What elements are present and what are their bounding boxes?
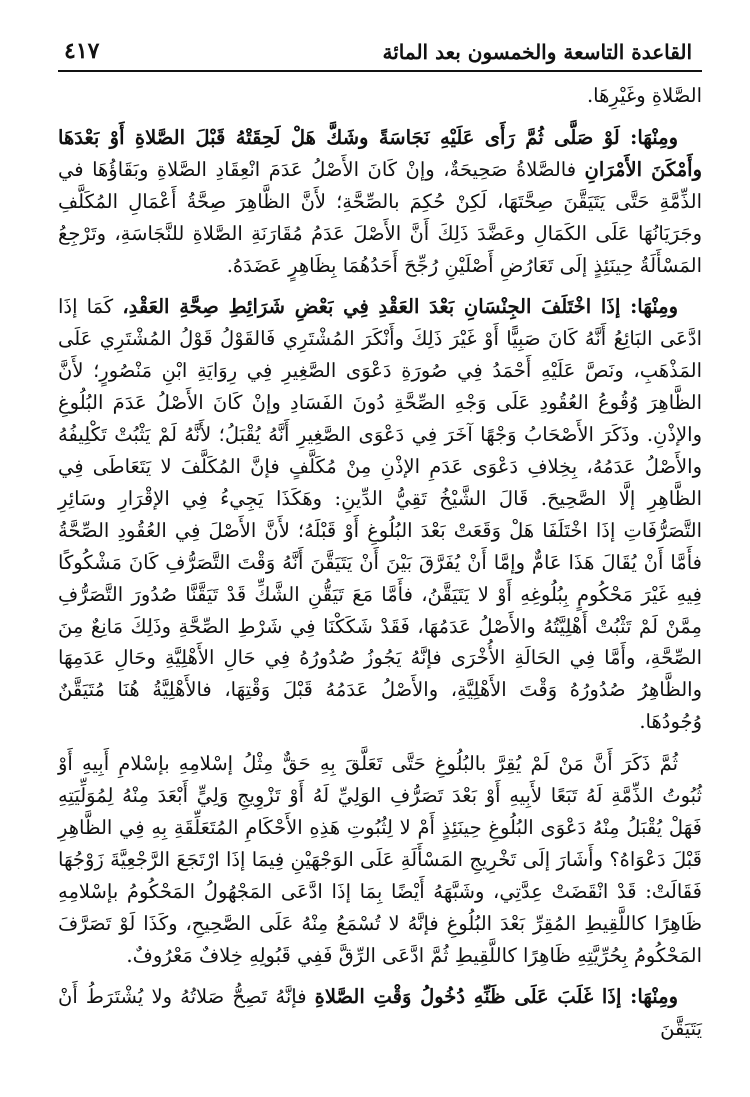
paragraph-text: كَمَا إذَا ادَّعَى البَائِعُ أَنَّهُ كَانَ صَبِيًّا أَوْ غَيْرَ ذَلِكَ وأَنْكَرَ المُشْتَرِي فَالقَوْلُ قَوْلُ المُشْتَرِي عَلَى المَذْهَبِ، ونَصَّ عَلَيْهِ أَحْمَدُ فِي صُورَةِ دَعْوَى الصَّغِيرِ فِي رِوَايَةِ ابْنِ مَنْصُورٍ؛ لأَنَّ الظَّاهِرَ وُقُوعُ العُقُودِ عَلَى وَجْهِ الصِّحَّةِ دُونَ الفَسَادِ وإنْ كَانَ الأَصْلُ عَدَمَ البُلُوغِ والإذْنِ. وذَكَرَ الأَصْحَابُ وَجْهًا آخَرَ فِي دَعْوَى الصَّغِيرِ أَنَّهُ يُقْبَلُ؛ لأَنَّهُ لَمْ يَثْبُتْ تَكْلِيفُهُ والأَصْلُ عَدَمُهُ، بِخِلافِ دَعْوَى عَدَمِ الإذْنِ مِنْ مُكَلَّفٍ فإنَّ المُكَلَّفَ لا يَتَعَاطَى فِي الظَّاهِرِ إلَّا الصَّحِيحَ. قَالَ الشَّيْخُ تَقِيُّ الدِّينِ: وهَكَذَا يَجِيءُ فِي الإقْرَارِ وسَائِرِ التَّصَرُّفَاتِ إذَا اخْتَلَفَا هَلْ وَقَعَتْ بَعْدَ البُلُوغِ أَوْ قَبْلَهُ؛ لأَنَّ الأَصْلَ فِي العُقُودِ الصِّحَّةُ فأَمَّا أَنْ يُقَالَ هَذَا عَامٌّ وإمَّا أَنْ يُفَرَّقَ بَيْنَ أَنْ يَتَيَقَّنَ أَنَّهُ وَقْتَ التَّصَرُّفِ كَانَ مَشْكُوكًا فِيهِ غَيْرَ مَحْكُومٍ بِبُلُوغِهِ أَوْ لا يَتَيَقَّنُ، فأَمَّا مَعَ تَيَقُّنِ الشَّكِّ قَدْ تَيَقَّنَّا صُدُورَ التَّصَرُّفِ مِمَّنْ لَمْ تَثْبُتْ أَهْلِيَّتُهُ والأَصْلُ عَدَمُهَا، فَقَدْ شَكَكْنَا فِي شَرْطِ الصِّحَّةِ وذَلِكَ مَانِعٌ مِنَ الصِّحَّةِ، وأَمَّا فِي الحَالَةِ الأُخْرَى فإنَّهُ يَجُوزُ صُدُورُهُ فِي حَالِ الأَهْلِيَّةِ وحَالِ عَدَمِهَا والظَّاهِرُ صُدُورُهُ وَقْتَ الأَهْلِيَّةِ، والأَصْلُ عَدَمُهُ قَبْلَ وَقْتِهَا، فالأَهْلِيَّةُ هُنَا مُتَيَقَّنٌ وُجُودُهَا. — [58, 295, 702, 734]
page-header — [58, 30, 702, 72]
paragraph-lead: ومِنْهَا: — [621, 985, 678, 1009]
paragraph-lead: ومِنْهَا: — [620, 295, 678, 319]
paragraph-gap — [58, 112, 702, 122]
paragraph-gap — [58, 971, 702, 981]
paragraph-text: فالصَّلاةُ صَحِيحَةٌ، وإنْ كَانَ الأَصْلُ عَدَمَ انْعِقَادِ الصَّلاةِ وبَقَاؤُهَا في الذِّمَّةِ حَتَّى يَتَيَقَّنَ صِحَّتَهَا، لَكِنْ حُكِمَ بالصِّحَّةِ؛ لأَنَّ الظَّاهِرَ صِحَّةُ أَعْمَالِ المُكَلَّفِ وجَرَيَانُهَا عَلَى الكَمَالِ وعَضَّدَ ذَلِكَ أَنَّ الأَصْلَ عَدَمُ مُقَارَنَةِ الصَّلاةِ للنَّجَاسَةِ، وتَرْجِعُ المَسْأَلَةُ حِينَئِذٍ إلَى تَعَارُضِ أَصْلَيْنِ رُجِّحَ أَحَدُهُمَا بِظَاهِرٍ عَضَدَهُ. — [58, 157, 702, 277]
paragraph-text: الصَّلاةِ وغَيْرِهَا. — [586, 84, 702, 107]
paragraph-4 — [58, 748, 702, 971]
paragraph-text: ثُمَّ ذَكَرَ أَنَّ مَنْ لَمْ يُقِرَّ بالبُلُوغِ حَتَّى تَعَلَّقَ بِهِ حَقٌّ مِثْلُ إسْلامِهِ بإسْلامِ أَبِيهِ أَوْ ثُبُوتُ الذِّمَّةِ لَهُ تَبَعًا لأَبِيهِ أَوْ بَعْدَ تَصَرُّفِ الوَلِيِّ لَهُ أَوْ تَزْوِيجِ وَلِيٍّ أَبْعَدَ مِنْهُ لِمُوَلِّيَتِهِ فَهَلْ يُقْبَلُ مِنْهُ دَعْوَى البُلُوغِ حِينَئِذٍ أَمْ لا لِثُبُوتِ هَذِهِ الأَحْكَامِ المُتَعَلِّقَةِ بِهِ فِي الظَّاهِرِ قَبْلَ دَعْوَاهُ؟ وأَشَارَ إلَى تَخْرِيجِ المَسْأَلَةِ عَلَى الوَجْهَيْنِ فِيمَا إذَا ارْتَجَعَ الرَّجْعِيَّةَ زَوْجُهَا فَقَالَتْ: قَدْ انْقَضَتْ عِدَّتِي، وشَبَّهَهُ أَيْضًا بِمَا إذَا ادَّعَى المَجْهُولُ المَحْكُومُ بإسْلامِهِ ظَاهِرًا كاللَّقِيطِ المُقِرِّ بَعْدَ البُلُوغِ فإنَّهُ لا تُسْمَعُ مِنْهُ عَلَى الصَّحِيحِ، وكَذَا لَوْ تَصَرَّفَ المَحْكُومُ بِحُرِّيَّتِهِ ظَاهِرًا كاللَّقِيطِ ثُمَّ ادَّعَى الرِّقَّ فَفِي قَبُولِهِ خِلافٌ مَعْرُوفٌ. — [58, 752, 702, 967]
paragraph-2 — [58, 122, 702, 282]
paragraph-text: فإنَّهُ تَصِحُّ صَلاتُهُ ولا يُشْتَرَطُ أَنْ يَتَيَقَّنَ — [58, 985, 702, 1041]
paragraph-3 — [58, 291, 702, 738]
paragraph-lead: ومِنْهَا: — [619, 125, 678, 149]
page-number: ٤١٧ — [64, 38, 100, 64]
page-body — [58, 72, 702, 1045]
paragraph-5 — [58, 981, 702, 1045]
paragraph-topic: إذَا اخْتَلَفَ الجِنْسَانِ بَعْدَ العَقْدِ فِي بَعْضِ شَرَائِطِ صِحَّةِ العَقْدِ، — [122, 295, 621, 319]
paragraph-topic: إذَا غَلَبَ عَلَى ظَنِّهِ دُخُولُ وَقْتِ الصَّلاةِ — [314, 985, 622, 1009]
paragraph-topic: لَوْ صَلَّى ثُمَّ رَأَى عَلَيْهِ نَجَاسَةً وشَكَّ هَلْ لَحِقَتْهُ قَبْلَ الصَّلاةِ أَوْ بَعْدَهَا وأَمْكَنَ الأَمْرَانِ — [58, 125, 702, 181]
paragraph-1 — [58, 80, 702, 112]
running-title: القاعدة التاسعة والخمسون بعد المائة — [382, 40, 692, 64]
paragraph-gap — [58, 281, 702, 291]
paragraph-gap — [58, 738, 702, 748]
